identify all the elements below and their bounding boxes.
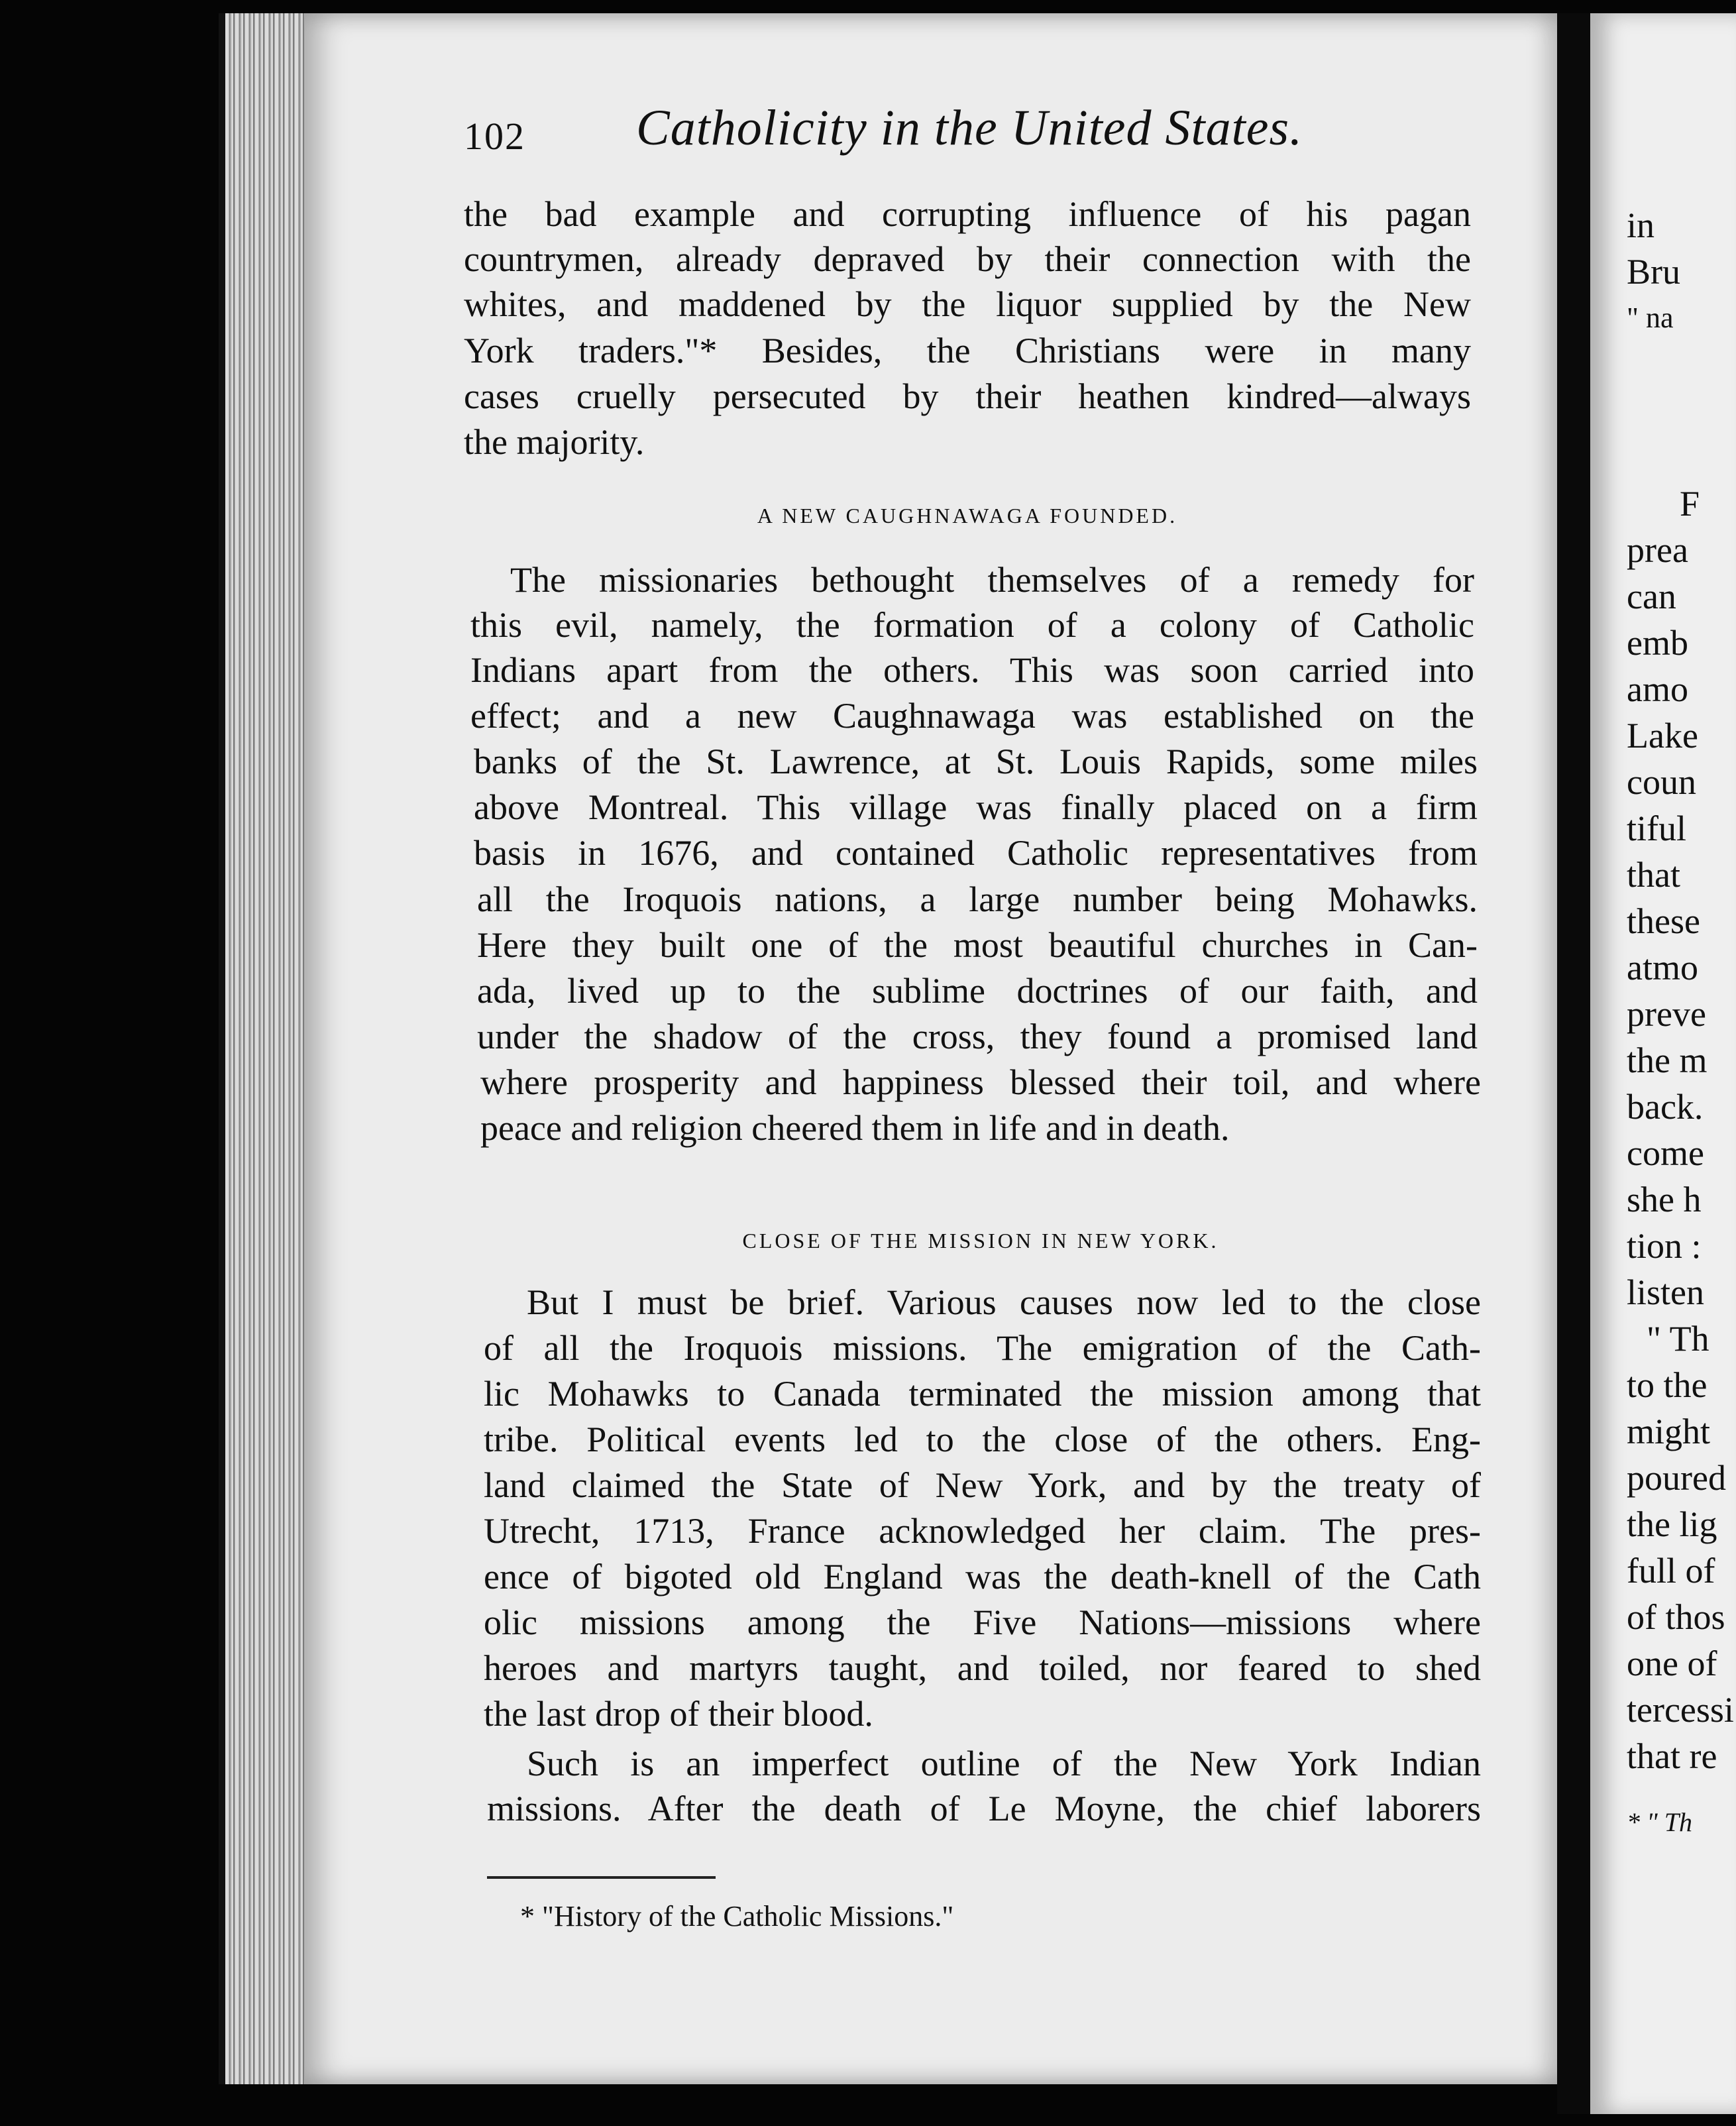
text-line: where prosperity and happiness blessed their toil, and where: [480, 1062, 1481, 1102]
text-line: countrymen, already depraved by their connection with the: [464, 239, 1471, 279]
running-head: [464, 99, 1391, 172]
text-line: Such is an imperfect outline of the New York Indian: [527, 1744, 1481, 1783]
facing-page-text: prea: [1627, 530, 1688, 570]
facing-page-text: that re: [1627, 1736, 1717, 1776]
text-line: ada, lived up to the sublime doctrines of our faith, and: [477, 971, 1478, 1011]
facing-page-text: these: [1627, 901, 1700, 941]
text-line: cases cruelly persecuted by their heathen kindred—always: [464, 376, 1471, 416]
facing-page-text: might: [1627, 1412, 1711, 1451]
facing-page-text: poured: [1627, 1458, 1726, 1498]
text-line: land claimed the State of New York, and by the treaty of: [484, 1465, 1481, 1505]
facing-page-text: listen: [1627, 1272, 1704, 1312]
book-page-edges: [219, 13, 311, 2084]
text-line: heroes and martyrs taught, and toiled, nor feared to shed: [484, 1648, 1481, 1688]
text-line: above Montreal. This village was finally placed on a firm: [474, 787, 1478, 827]
facing-page-text: tiful: [1627, 809, 1686, 848]
text-line: the bad example and corrupting influence of his pagan: [464, 194, 1471, 234]
facing-page-text: that: [1627, 855, 1680, 895]
facing-page-text: " Th: [1647, 1319, 1709, 1359]
text-line: Indians apart from the others. This was soon carried into: [470, 650, 1474, 690]
text-line: The missionaries bethought themselves of a remedy for: [510, 560, 1474, 600]
text-line: tribe. Political events led to the close of the others. Eng-: [484, 1420, 1481, 1459]
facing-page-text: atmo: [1627, 948, 1698, 987]
text-line: Here they built one of the most beautiful churches in Can-: [477, 925, 1478, 965]
text-line: the majority.: [464, 422, 645, 462]
text-line: missions. After the death of Le Moyne, the chief laborers: [487, 1789, 1481, 1828]
facing-page-text: * " Th: [1627, 1807, 1693, 1837]
facing-page-text: Lake: [1627, 716, 1698, 755]
text-line: basis in 1676, and contained Catholic representatives from: [474, 833, 1478, 873]
text-line: lic Mohawks to Canada terminated the mission among that: [484, 1374, 1481, 1414]
facing-page-text: one of: [1627, 1644, 1717, 1683]
footnote-rule: [487, 1876, 716, 1879]
running-title: Catholicity in the United States.: [636, 100, 1303, 156]
facing-page-text: back.: [1627, 1087, 1704, 1127]
text-line: whites, and maddened by the liquor supplied by the New: [464, 284, 1471, 324]
text-line: this evil, namely, the formation of a colony of Catholic: [470, 605, 1474, 645]
footnote: * "History of the Catholic Missions.": [520, 1900, 954, 1932]
text-line: of all the Iroquois missions. The emigration of the Cath-: [484, 1328, 1481, 1368]
facing-page-text: F: [1680, 484, 1700, 524]
facing-page-text: preve: [1627, 994, 1706, 1034]
text-line: under the shadow of the cross, they found a promised land: [477, 1017, 1478, 1056]
facing-page-text: to the: [1627, 1365, 1708, 1405]
scan-left-edge: [0, 0, 99, 2126]
facing-page-text: tercessi: [1627, 1690, 1734, 1730]
text-line: all the Iroquois nations, a large number being Mohawks.: [477, 879, 1478, 919]
text-line: York traders."* Besides, the Christians were in many: [464, 331, 1471, 370]
facing-page-fragment: [1590, 13, 1736, 2114]
facing-page-text: the m: [1627, 1040, 1708, 1080]
facing-page-text: the lig: [1627, 1504, 1717, 1544]
section-heading: A NEW CAUGHNAWAGA FOUNDED.: [757, 504, 1178, 528]
text-line: olic missions among the Five Nations—missions where: [484, 1602, 1481, 1642]
book-gutter: [1557, 13, 1590, 2114]
facing-page-text: can: [1627, 577, 1676, 616]
text-line: ence of bigoted old England was the death-knell of the Cath: [484, 1557, 1481, 1596]
facing-page-text: of thos: [1627, 1597, 1725, 1637]
text-line: But I must be brief. Various causes now led to the close: [527, 1282, 1481, 1322]
text-line: banks of the St. Lawrence, at St. Louis Rapids, some miles: [474, 742, 1478, 781]
text-line: peace and religion cheered them in life and in death.: [480, 1108, 1230, 1148]
facing-page-text: amo: [1627, 669, 1688, 709]
section-heading: CLOSE OF THE MISSION IN NEW YORK.: [742, 1229, 1219, 1253]
facing-page-text: Bru: [1627, 252, 1680, 292]
facing-page-text: full of: [1627, 1551, 1715, 1591]
text-line: the last drop of their blood.: [484, 1694, 873, 1734]
facing-page-text: coun: [1627, 762, 1696, 802]
text-line: effect; and a new Caughnawaga was established on the: [470, 696, 1474, 736]
facing-page-text: she h: [1627, 1180, 1702, 1219]
facing-page-text: emb: [1627, 623, 1688, 663]
facing-page-text: tion :: [1627, 1226, 1702, 1266]
facing-page-text: come: [1627, 1133, 1704, 1173]
facing-page-text: in: [1627, 205, 1655, 245]
page-number: 102: [464, 115, 525, 158]
facing-page-text: " na: [1627, 302, 1674, 334]
text-line: Utrecht, 1713, France acknowledged her claim. The pres-: [484, 1511, 1481, 1551]
